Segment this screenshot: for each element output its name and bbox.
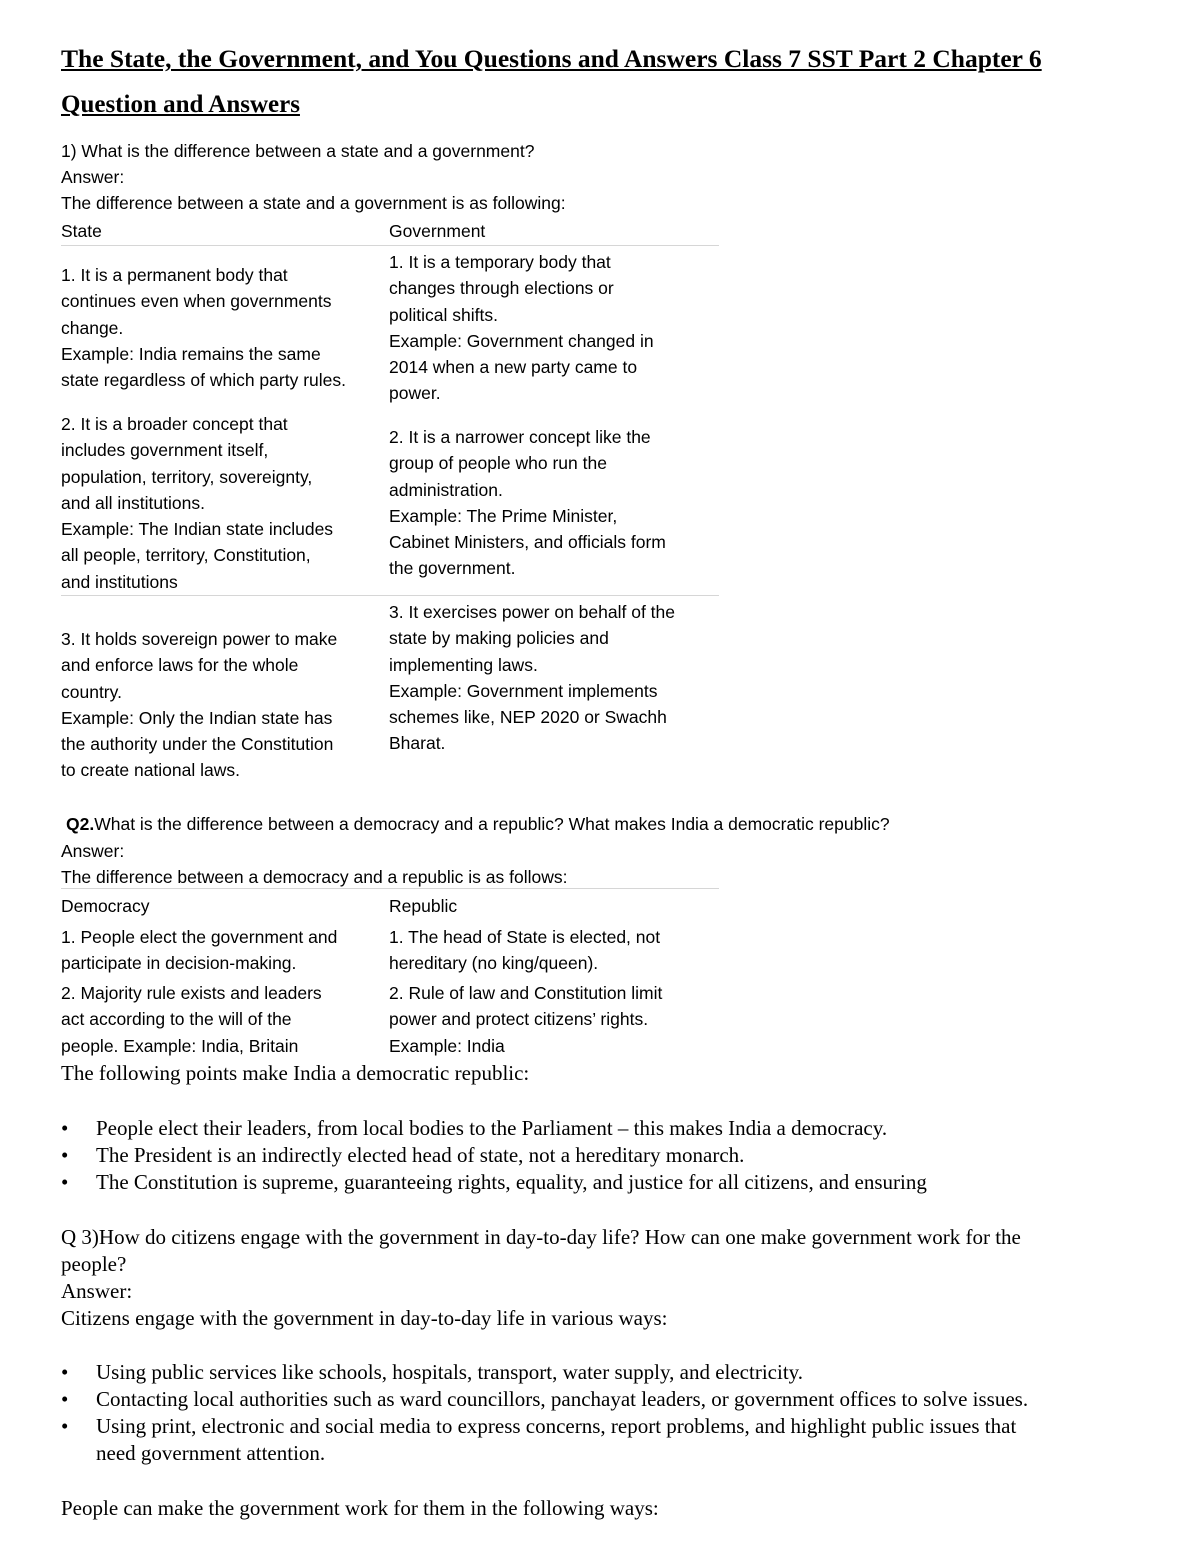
cell-line: power and protect citizens’ rights.: [389, 1009, 649, 1030]
cell-line: 1. The head of State is elected, not: [389, 927, 661, 947]
cell-line: 3. It exercises power on behalf of the: [389, 602, 675, 622]
list-item-line: Using print, electronic and social media to express concerns, report problems, and highlight public issues that: [96, 1414, 1017, 1438]
q2-row1-republic: [389, 924, 719, 977]
q3-question-line-2: people?: [61, 1252, 127, 1276]
cell-line: people. Example: India, Britain: [61, 1035, 299, 1056]
q2-row1-democracy: [61, 924, 386, 977]
cell-line: 3. It holds sovereign power to make: [61, 629, 338, 649]
q2-points-intro: The following points make India a democratic republic:: [61, 1061, 530, 1085]
cell-line: includes government itself,: [61, 440, 269, 461]
cell-line: population, territory, sovereignty,: [61, 466, 313, 487]
cell-line: change.: [61, 317, 124, 338]
list-item-line: need government attention.: [96, 1441, 326, 1465]
cell-line: power.: [389, 383, 441, 404]
q1-header-state: State: [61, 221, 102, 241]
q2-header-democracy: Democracy: [61, 896, 150, 916]
q3-question-line-1: Q 3)How do citizens engage with the government in day-to-day life? How can one make government work for the: [61, 1225, 1021, 1249]
cell-line: country.: [61, 681, 122, 702]
cell-line: act according to the will of the: [61, 1009, 292, 1030]
page-title: The State, the Government, and You Questions and Answers Class 7 SST Part 2 Chapter 6: [61, 44, 1042, 73]
cell-line: the authority under the Constitution: [61, 734, 334, 755]
cell-line: and enforce laws for the whole: [61, 655, 299, 676]
cell-line: 1. It is a temporary body that: [389, 252, 611, 272]
cell-line: and all institutions.: [61, 492, 205, 513]
cell-line: continues even when governments: [61, 291, 332, 312]
q2-answer-label: Answer:: [61, 841, 125, 861]
q1-row1-state: [61, 262, 386, 393]
cell-line: changes through elections or: [389, 278, 614, 299]
cell-line: Example: Only the Indian state has: [61, 707, 333, 728]
list-item-text: People elect their leaders, from local bodies to the Parliament – this makes India a democracy.: [96, 1116, 888, 1140]
cell-line: Cabinet Ministers, and officials form: [389, 532, 666, 553]
q1-question: 1) What is the difference between a state and a government?: [61, 141, 535, 161]
cell-line: 2014 when a new party came to: [389, 357, 638, 378]
cell-line: political shifts.: [389, 304, 498, 325]
cell-line: Example: India remains the same: [61, 343, 321, 364]
cell-line: Example: Government changed in: [389, 330, 654, 351]
cell-line: group of people who run the: [389, 453, 607, 474]
q1-row2-government: [389, 424, 719, 582]
q3-intro: Citizens engage with the government in day-to-day life in various ways:: [61, 1306, 668, 1330]
q1-row3-state: [61, 626, 386, 784]
cell-line: Example: India: [389, 1035, 505, 1056]
cell-line: Bharat.: [389, 733, 446, 754]
cell-line: all people, territory, Constitution,: [61, 545, 311, 566]
cell-line: 2. It is a broader concept that: [61, 414, 288, 434]
q2-intro: The difference between a democracy and a republic is as follows:: [61, 867, 568, 887]
q1-row1-government: [389, 249, 719, 407]
q2-question: [66, 811, 890, 837]
cell-line: state by making policies and: [389, 628, 609, 649]
q1-header-government: Government: [389, 221, 486, 241]
cell-line: Example: Government implements: [389, 680, 658, 701]
bullet-icon: •: [61, 1414, 69, 1438]
list-item-text: Contacting local authorities such as ward councillors, panchayat leaders, or government offices to solve issues.: [96, 1387, 1029, 1411]
bullet-icon: •: [61, 1143, 69, 1167]
cell-line: state regardless of which party rules.: [61, 370, 346, 391]
cell-line: to create national laws.: [61, 760, 240, 781]
q1-intro: The difference between a state and a government is as following:: [61, 193, 566, 213]
q3-closing: People can make the government work for them in the following ways:: [61, 1496, 659, 1520]
table-rule: [61, 888, 719, 889]
bullet-icon: •: [61, 1116, 69, 1140]
list-item-text: Using public services like schools, hospitals, transport, water supply, and electricity.: [96, 1360, 804, 1384]
cell-line: Example: The Prime Minister,: [389, 505, 618, 526]
cell-line: administration.: [389, 479, 503, 500]
list-item-text: The President is an indirectly elected head of state, not a hereditary monarch.: [96, 1143, 745, 1167]
list-item-text: [96, 1413, 1176, 1467]
q2-row2-republic: [389, 980, 719, 1059]
section-heading: Question and Answers: [61, 91, 300, 118]
cell-line: hereditary (no king/queen).: [389, 953, 599, 974]
q2-header-republic: Republic: [389, 896, 458, 916]
bullet-icon: •: [61, 1360, 69, 1384]
cell-line: schemes like, NEP 2020 or Swachh: [389, 707, 667, 728]
cell-line: 2. It is a narrower concept like the: [389, 427, 651, 447]
list-item-text: The Constitution is supreme, guaranteeing rights, equality, and justice for all citizens, and ensuring: [96, 1170, 927, 1194]
cell-line: implementing laws.: [389, 654, 538, 675]
cell-line: the government.: [389, 558, 516, 579]
cell-line: 2. Rule of law and Constitution limit: [389, 983, 663, 1003]
cell-line: and institutions: [61, 571, 178, 592]
q2-row2-democracy: [61, 980, 386, 1059]
cell-line: participate in decision-making.: [61, 953, 297, 974]
cell-line: 1. People elect the government and: [61, 927, 338, 947]
table-rule: [61, 595, 719, 596]
bullet-icon: •: [61, 1387, 69, 1411]
cell-line: 1. It is a permanent body that: [61, 265, 288, 285]
bullet-icon: •: [61, 1170, 69, 1194]
table-rule: [61, 245, 719, 246]
q1-answer-label: Answer:: [61, 167, 125, 187]
cell-line: Example: The Indian state includes: [61, 519, 334, 540]
q1-row2-state: [61, 411, 386, 595]
q2-label: Q2.: [66, 814, 95, 834]
q1-row3-government: [389, 599, 719, 757]
cell-line: 2. Majority rule exists and leaders: [61, 983, 322, 1003]
q3-answer-label: Answer:: [61, 1279, 133, 1303]
q2-question-text: What is the difference between a democracy and a republic? What makes India a democratic republic?: [94, 814, 890, 834]
